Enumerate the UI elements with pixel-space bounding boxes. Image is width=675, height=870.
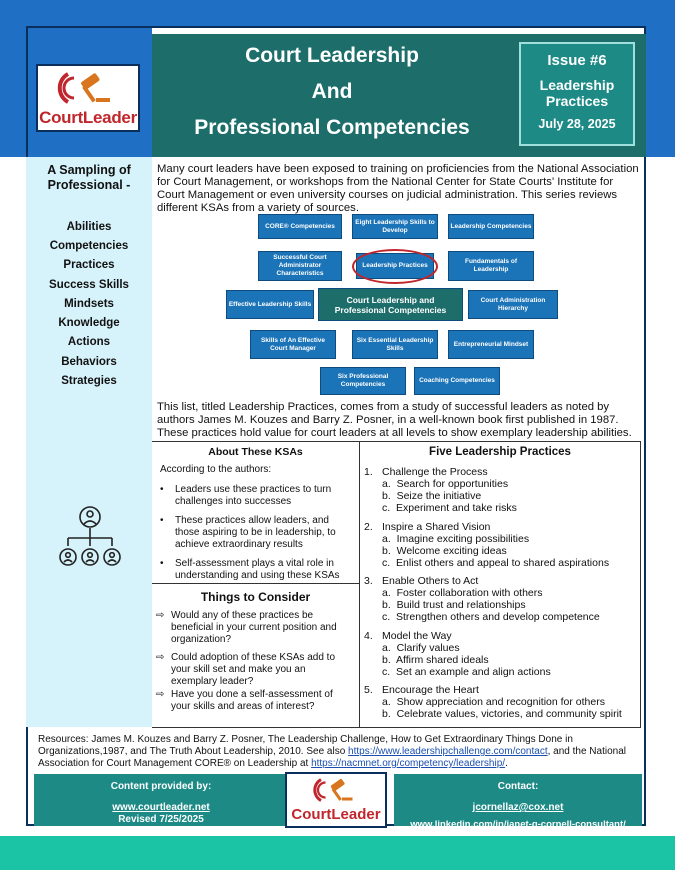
left-band	[0, 0, 26, 157]
sidebar-title-2: Professional -	[47, 178, 131, 192]
practice-sub: b. Seize the initiative	[382, 490, 482, 502]
gavel-icon	[38, 68, 138, 108]
title-line-1: Court Leadership	[245, 44, 419, 67]
sidebar-item: Mindsets	[64, 298, 114, 310]
practice-number: 1.	[364, 466, 373, 478]
arrow-right-icon: ⇨	[156, 689, 165, 700]
diagram-secm: Skills of An Effective Court Manager	[250, 330, 336, 359]
courtleader-logo	[36, 64, 140, 132]
diagram-center: Court Leadership and Professional Competencies	[318, 288, 463, 321]
logo-text: CourtLeader	[39, 108, 137, 127]
title-line-3: Professional Competencies	[194, 116, 470, 139]
sidebar-title-1: A Sampling of	[47, 163, 131, 177]
email-link[interactable]: jcornellaz@cox.net	[472, 802, 564, 813]
issue-topic-2: Practices	[545, 93, 609, 109]
bullet-icon: •	[160, 484, 164, 495]
sidebar-item: Strategies	[61, 375, 117, 387]
practice-sub: c. Set an example and align actions	[382, 666, 551, 678]
divider	[152, 727, 641, 728]
right-band	[646, 0, 675, 157]
divider	[640, 441, 641, 728]
title-line-2: And	[311, 80, 353, 103]
practice-sub: b. Affirm shared ideals	[382, 654, 489, 666]
leadershipchallenge-link[interactable]: https://www.leadershipchallenge.com/contact	[348, 746, 548, 757]
intro-paragraph: Many court leaders have been exposed to training on proficiencies from the National Association for Court Management, or workshops from the National Center for State Courts' Institute for Court Management or even university courses on judicial administration. This series reviews different KSAs from a variety of sources.	[157, 163, 639, 214]
team-icon	[56, 504, 124, 570]
practice-sub: b. Celebrate values, victories, and community spirit	[382, 708, 622, 720]
courtleader-logo-footer	[285, 772, 387, 828]
sidebar-item: Abilities	[66, 221, 112, 233]
sidebar-item: Competencies	[49, 240, 129, 252]
bottom-band	[0, 836, 675, 870]
divider	[152, 583, 359, 584]
sidebar-title	[26, 163, 152, 193]
practice-sub: a. Search for opportunities	[382, 478, 509, 490]
practice-title: Challenge the Process	[382, 466, 488, 478]
practice-number: 2.	[364, 521, 373, 533]
diagram-core: CORE® Competencies	[258, 214, 342, 239]
divider	[152, 441, 641, 442]
practice-sub: c. Enlist others and appeal to shared aspirations	[382, 557, 610, 569]
practice-sub: c. Strengthen others and develop competence	[382, 611, 600, 623]
list-item: • Leaders use these practices to turn challenges into successes	[160, 484, 332, 507]
diagram-lp: Leadership Practices	[356, 253, 434, 279]
bullet-icon: •	[160, 515, 164, 526]
diagram-sixess: Six Essential Leadership Skills	[352, 330, 438, 359]
highlight-ring	[352, 249, 438, 284]
list-item: ⇨ Could adoption of these KSAs add to your skill set and make you an exemplary leader?	[156, 652, 336, 687]
sidebar-item: Success Skills	[49, 279, 129, 291]
practice-sub: b. Build trust and relationships	[382, 599, 526, 611]
practice-sub: a. Foster collaboration with others	[382, 587, 543, 599]
sidebar-item: Actions	[67, 336, 111, 348]
list-item: ⇨ Would any of these practices be beneficial in your current position and organization?	[156, 610, 337, 645]
list-item: • Self-assessment plays a vital role in understanding and using these KSAs	[160, 558, 340, 581]
consider-heading: Things to Consider	[200, 590, 311, 604]
bullet-icon: •	[160, 558, 164, 569]
issue-date: July 28, 2025	[538, 117, 616, 131]
issue-number: Issue #6	[547, 52, 607, 69]
practice-number: 5.	[364, 684, 373, 696]
issue-topic-1: Leadership	[539, 77, 615, 93]
diagram-cah: Court Administration Hierarchy	[468, 290, 558, 319]
practice-sub: a. Clarify values	[382, 642, 460, 654]
list-intro: This list, titled Leadership Practices, comes from a study of successful leaders as noted by authors James M. Kouzes and Barry Z. Posner, in a well-known book first published in 1987. These practices hold value for court leaders at all levels to show exemplary leadership abilities.	[157, 401, 632, 439]
footer-revised: Revised 7/25/2025	[118, 814, 204, 825]
courtleader-site-link[interactable]: www.courtleader.net	[112, 802, 210, 813]
divider	[359, 441, 360, 728]
list-item: • These practices allow leaders, and those aspiring to be in leadership, to achieve extraordinary results	[160, 515, 336, 550]
diagram-sixpro: Six Professional Competencies	[320, 367, 406, 395]
practice-title: Inspire a Shared Vision	[382, 521, 491, 533]
logo-text: CourtLeader	[291, 806, 381, 823]
gavel-icon	[287, 775, 385, 805]
practice-title: Encourage the Heart	[382, 684, 479, 696]
diagram-els: Effective Leadership Skills	[226, 290, 314, 319]
practice-number: 4.	[364, 630, 373, 642]
practice-number: 3.	[364, 575, 373, 587]
diagram-eight: Eight Leadership Skills to Develop	[352, 214, 438, 239]
diagram-ent: Entrepreneurial Mindset	[448, 330, 534, 359]
practice-title: Enable Others to Act	[382, 575, 479, 587]
sidebar-item: Knowledge	[58, 317, 120, 329]
linkedin-link[interactable]: www.linkedin.com/in/janet-g-cornell-consultant/	[410, 819, 626, 830]
arrow-right-icon: ⇨	[156, 610, 165, 621]
practice-sub: b. Welcome exciting ideas	[382, 545, 507, 557]
nacm-link[interactable]: https://nacmnet.org/competency/leadership/	[311, 758, 506, 769]
practice-sub: c. Experiment and take risks	[382, 502, 517, 514]
about-according: According to the authors:	[160, 464, 272, 475]
practice-sub: a. Show appreciation and recognition for others	[382, 696, 605, 708]
practice-sub: a. Imagine exciting possibilities	[382, 533, 530, 545]
practices-heading: Five Leadership Practices	[429, 446, 571, 458]
about-heading: About These KSAs	[208, 446, 303, 458]
arrow-right-icon: ⇨	[156, 652, 165, 663]
issue-panel	[519, 42, 635, 146]
diagram-sca: Successful Court Administrator Characteristics	[258, 251, 342, 281]
sidebar-item: Practices	[63, 259, 115, 271]
diagram-fund: Fundamentals of Leadership	[448, 251, 534, 281]
sidebar-item: Behaviors	[61, 356, 117, 368]
list-item: ⇨ Have you done a self-assessment of your skills and areas of interest?	[156, 689, 333, 712]
practice-title: Model the Way	[382, 630, 452, 642]
resources: Resources: James M. Kouzes and Barry Z. Posner, The Leadership Challenge, How to Get Extraordinary Things Done in Organizations,1987, and The Truth About Leadership, 2010. See also https://www.leadershipchallenge.com/contact, and the National Association for Court Management CORE® on Leadership at https://nacmnet.org/competency/leadership/.	[38, 734, 626, 769]
diagram-coach: Coaching Competencies	[414, 367, 500, 395]
footer-contact: Contact:	[497, 781, 539, 792]
title-panel	[152, 34, 512, 157]
top-band	[0, 0, 675, 26]
diagram-lc: Leadership Competencies	[448, 214, 534, 239]
footer-provided: Content provided by:	[110, 781, 212, 792]
